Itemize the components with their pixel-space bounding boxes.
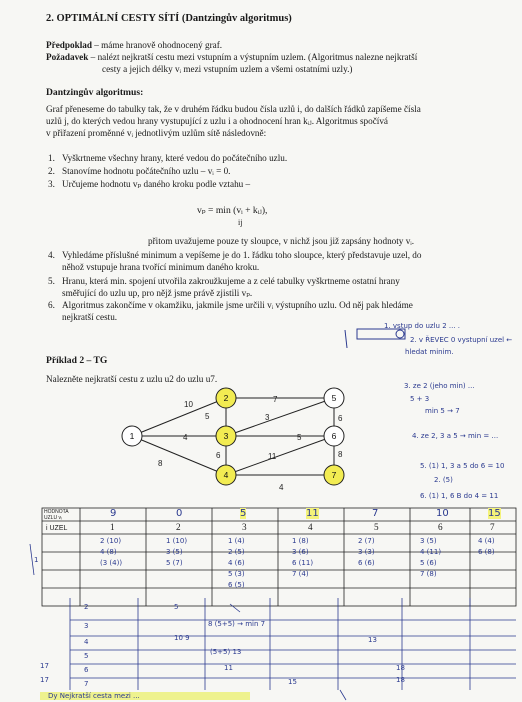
lower-value: 11 [224,664,233,672]
edge-entry: 6 (11) [292,559,314,567]
hand-note: min 5 → 7 [425,407,460,415]
v-value: 11 [306,508,319,519]
scribble-circle [396,330,404,338]
edge-labels [158,395,343,492]
hand-note: 6. (1) 1, 6 B do 4 = 11 [420,492,499,500]
step-text: Stanovíme hodnotu počátečního uzlu – vᵢ = 0. [62,166,231,176]
step-number: 4. [48,250,55,260]
edge-1-2 [132,398,226,436]
formula-subscript: ij [238,218,243,227]
bottom-scribble: Dy Nejkratší cesta mezi ... [48,692,140,700]
edge-label: 10 [184,400,193,409]
scribble-stroke [345,330,347,348]
edge-label: 4 [279,483,284,492]
edge-label: 3 [265,413,270,422]
lower-value: (5+5) 13 [210,648,242,656]
step-text: Vyškrtneme všechny hrany, které vedou do počátečního uzlu. [62,153,288,163]
predpoklad-text: – máme hranově ohodnocený graf. [91,40,223,50]
example-task: Nalezněte nejkratší cestu z uzlu u2 do uzlu u7. [46,374,218,384]
edge-label: 5 [297,433,302,442]
example-title: Příklad 2 – TG [46,355,108,366]
edge-1-4 [132,436,226,475]
edge-entry: 5 (6) [420,559,437,567]
edge-entry: 2 (7) [358,537,375,545]
formula-note: přitom uvažujeme pouze ty sloupce, v nichž jsou již zapsány hodnoty vᵢ. [148,236,415,246]
node-label: 3 [223,431,229,441]
step-text-cont: něhož vstupuje hrana tvořící minimum daného kroku. [62,262,260,272]
node-label: 7 [331,470,337,480]
edge-entry: 2 (10) [100,537,122,545]
edge-label: 5 [205,412,210,421]
lower-value: 10 9 [174,634,190,642]
section-title: 2. OPTIMÁLNÍ CESTY SÍTÍ (Dantzingův algoritmus) [46,13,292,24]
lower-side-value: 18 [396,676,405,684]
step-number: 6. [48,300,55,310]
node-label: 2 [223,393,229,403]
row-label-node: i UZEL [46,525,68,532]
lower-row-label: 6 [84,666,89,674]
edge-entry: 7 (4) [292,570,309,578]
edge-entry: 4 (8) [100,548,117,556]
node-label: 1 [129,431,135,441]
edge-entry: 3 (6) [292,548,309,556]
edge-entry: 6 (5) [228,581,245,589]
lower-row-label: 5 [84,652,89,660]
step-number: 3. [48,179,55,189]
lower-work-grid [30,544,516,700]
edge-label: 6 [338,414,343,423]
hand-note: 2. (5) [434,476,453,484]
margin-scribbles [345,329,405,348]
hand-note: 3. ze 2 (jeho min) ... [404,382,475,390]
edge-label: 8 [158,459,163,468]
edge-entry: 4 (6) [228,559,245,567]
step-text: Vyhledáme příslušné minimum a vepíšeme je do 1. řádku toho sloupce, který představuje uzel, do [62,250,422,260]
pozadavek-text: – nalézt nejkratší cestu mezi vstupním a výstupním uzlem. (Algoritmus nalezne nejkratší [88,52,418,62]
formula: vₚ = min (vᵢ + kᵢⱼ), [197,205,268,216]
edge-entry: 5 (3) [228,570,245,578]
v-value: 7 [372,508,379,519]
lower-side-value: 18 [396,664,405,672]
node-number: 1 [110,522,115,532]
edge-label: 7 [273,395,278,404]
step-text: Hranu, která min. spojení utvořila zakroužkujeme a z celé tabulky vyškrtneme ostatní hrany [62,276,400,286]
v-value: 15 [488,508,501,519]
step-text: Určujeme hodnotu vₚ daného kroku podle vztahu – [62,179,251,189]
edge-label: 11 [268,452,277,461]
edge-entry: 1 (8) [292,537,309,545]
v-value: 10 [436,508,449,519]
edge-4-6 [226,436,334,475]
node-number: 6 [438,522,443,532]
lower-value: 8 (5+5) → min 7 [208,620,266,628]
lower-side-value: 17 [40,676,49,684]
edge-entry: 3 (5) [166,548,183,556]
edge-label: 6 [216,451,221,460]
edge-entry: 3 (5) [420,537,437,545]
intro-line-1: Graf přeneseme do tabulky tak, že v druhém řádku budou čísla uzlů i, do dalších řádků zapíšeme čísla [46,104,421,114]
step-text: Algoritmus zakončíme v okamžiku, jakmile jsme určili vᵢ výstupního uzlu. Od něj pak hledáme [62,300,413,310]
scribble-stroke [230,604,240,612]
edge-entry: (3 (4)) [100,559,123,567]
lower-value: 5 [174,603,179,611]
edge-label: 4 [183,433,188,442]
hand-note: 4. ze 2, 3 a 5 → min = ... [412,432,499,440]
lower-value: 15 [288,678,297,686]
hand-note: hledat minim. [405,348,454,356]
lower-side-value: 17 [40,662,49,670]
lower-side-value: 13 [368,636,377,644]
edge-entry: 5 (7) [166,559,183,567]
node-number: 5 [374,522,379,532]
edge-entry: 3 (3) [358,548,375,556]
pozadavek-text-2: cesty a jejich délky vᵢ mezi vstupním uzlem a všemi ostatními uzly.) [102,64,353,74]
node-number: 3 [242,522,247,532]
edge-entry: 1 (4) [228,537,245,545]
hand-note: 5 + 3 [410,395,430,403]
step-text-cont: směřující do uzlu up, pro nějž jsme právě zjistili vₚ. [62,288,253,298]
edge-entry: 7 (8) [420,570,437,578]
node-label: 5 [331,393,337,403]
hand-note: 1. vstup do uzlu 2 ... . [384,322,461,330]
node-number: 7 [490,522,495,532]
lower-side-value: 1 [34,556,39,564]
edge-entry: 6 (8) [478,548,495,556]
intro-line-3: v přiřazení proměnné vᵢ jednotlivým uzlům sítě následovně: [46,128,267,138]
hand-note: 5. (1) 1, 3 a 5 do 6 = 10 [420,462,505,470]
node-number: 4 [308,522,313,532]
algorithm-heading: Dantzingův algoritmus: [46,87,144,98]
edge-entry: 6 (6) [358,559,375,567]
scribble-stroke [340,690,346,700]
edge-entry: 4 (4) [478,537,495,545]
node-label: 4 [223,470,229,480]
lower-row-label: 4 [84,638,89,646]
edge-entry: 1 (10) [166,537,188,545]
node-number: 2 [176,522,181,532]
edge-label: 8 [338,450,343,459]
step-number: 1. [48,153,55,163]
step-number: 2. [48,166,55,176]
hand-note: 2. v ŘEVEC 0 vystupní uzel ← [410,336,513,344]
v-value: 5 [240,508,247,519]
node-label: 6 [331,431,337,441]
edge-3-5 [226,398,334,436]
v-value: 9 [110,508,117,519]
edge-entry: 4 (11) [420,548,442,556]
row-label-v: HODNOTA UZLU vᵢ [44,509,69,521]
step-number: 5. [48,276,55,286]
pozadavek-label: Požadavek [46,52,89,62]
lower-row-label: 3 [84,622,89,630]
step-text-cont: nejkratší cestu. [62,312,118,322]
predpoklad-label: Předpoklad [46,40,92,50]
lower-row-label: 7 [84,680,89,688]
intro-line-2: uzlů j, do kterých vedou hrany vystupující z uzlu i a ohodnocení hran kᵢⱼ. Algoritmus spočívá [46,116,389,126]
lower-row-label: 2 [84,603,89,611]
v-value: 0 [176,508,183,519]
edge-entry: 2 (5) [228,548,245,556]
